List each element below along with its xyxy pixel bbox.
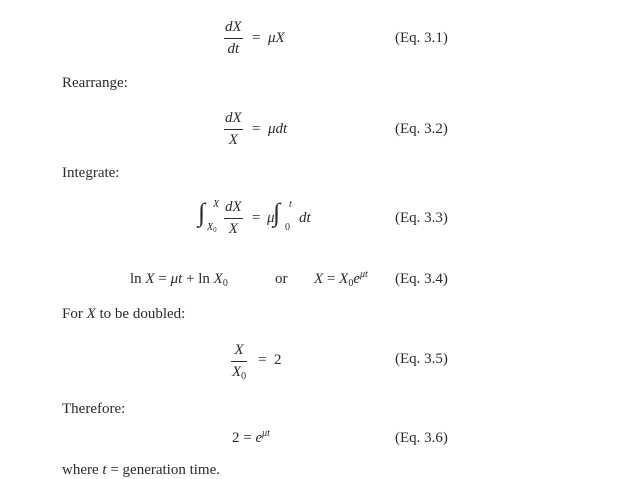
- eq-3-4-x: X: [145, 271, 155, 287]
- eq-3-4-ln2: ln: [198, 271, 210, 287]
- eq-3-4-or: or: [275, 271, 288, 287]
- therefore-text: Therefore:: [62, 401, 126, 417]
- eq-3-1-denominator: dt: [227, 41, 240, 57]
- eq-3-6-lhs: 2: [232, 430, 240, 446]
- eq-3-1-rhs: μX: [268, 30, 285, 46]
- eq-3-3-upper-limit-left: X: [213, 199, 220, 210]
- eq-3-4-equals: =: [158, 271, 167, 287]
- doubled-suffix: to be doubled:: [99, 306, 186, 322]
- eq-3-2-fraction: [224, 111, 243, 148]
- eq-3-4-right-x0: $X_0$: [339, 271, 354, 289]
- eq-3-4-plus: +: [186, 271, 195, 287]
- fraction-bar: [224, 129, 243, 130]
- where-suffix: = generation time.: [110, 462, 221, 478]
- eq-3-3-numerator: dX: [225, 199, 242, 215]
- doubled-text: [62, 307, 185, 322]
- eq-3-4-right-equals: =: [326, 271, 336, 287]
- doubled-var: X: [86, 306, 96, 322]
- eq-3-2-rhs: μdt: [268, 121, 288, 137]
- eq-3-5-denominator: $X_0$: [232, 364, 247, 382]
- eq-3-6-equals: =: [243, 430, 252, 446]
- rearrange-text: Rearrange:: [62, 75, 128, 91]
- eq-3-3-lower-limit-right: 0: [285, 222, 290, 233]
- eq-3-5-label: (Eq. 3.5): [395, 351, 448, 367]
- eq-3-3-rhs-tail: dt: [299, 210, 311, 226]
- eq-3-5-numerator: X: [234, 342, 244, 358]
- integral-sign-left: ∫: [198, 198, 206, 227]
- eq-3-2-equals: =: [252, 121, 261, 137]
- eq-3-3-label: (Eq. 3.3): [395, 210, 448, 226]
- eq-3-4-right-exp: $e^{\mu t}$: [353, 269, 368, 287]
- eq-3-1-label: (Eq. 3.1): [395, 30, 448, 46]
- eq-3-3-upper-limit-right: t: [289, 199, 292, 210]
- equation-3-4: [130, 272, 228, 287]
- eq-3-4-mut: μt: [170, 271, 183, 287]
- eq-3-3-fraction: [224, 200, 243, 237]
- eq-3-5-equals: =: [258, 352, 267, 368]
- eq-3-1-equals: =: [252, 30, 261, 46]
- fraction-bar: [224, 38, 243, 39]
- eq-3-3-mu: μ: [267, 210, 275, 226]
- eq-3-2-numerator: dX: [225, 110, 242, 126]
- where-var: t: [102, 462, 107, 478]
- integral-sign-right: ∫: [273, 198, 281, 227]
- eq-3-5-rhs: 2: [274, 352, 282, 368]
- eq-3-3-lower-limit-left: $X_0$: [207, 222, 217, 234]
- equation-3-6: [232, 428, 270, 446]
- eq-3-2-denominator: X: [228, 132, 238, 148]
- where-text: [62, 463, 220, 478]
- where-prefix: where: [62, 462, 99, 478]
- eq-3-4-right-x: X: [314, 271, 324, 287]
- fraction-bar: [224, 218, 243, 219]
- eq-3-1-numerator: dX: [225, 19, 242, 35]
- fraction-bar: [231, 361, 247, 362]
- eq-3-6-rhs: $e^{\mu t}$: [255, 428, 270, 446]
- eq-3-3-denominator: X: [228, 221, 238, 237]
- doubled-prefix: For: [62, 306, 83, 322]
- eq-3-1-fraction: [224, 20, 243, 57]
- eq-3-4-x0: $X_0$: [213, 271, 228, 289]
- integrate-text: Integrate:: [62, 165, 120, 181]
- equation-3-4-right: [314, 269, 368, 289]
- eq-3-5-fraction: [231, 343, 247, 380]
- eq-3-4-label: (Eq. 3.4): [395, 271, 448, 287]
- eq-3-6-label: (Eq. 3.6): [395, 430, 448, 446]
- eq-3-4-ln: ln: [130, 271, 142, 287]
- eq-3-3-equals: =: [252, 210, 261, 226]
- eq-3-2-label: (Eq. 3.2): [395, 121, 448, 137]
